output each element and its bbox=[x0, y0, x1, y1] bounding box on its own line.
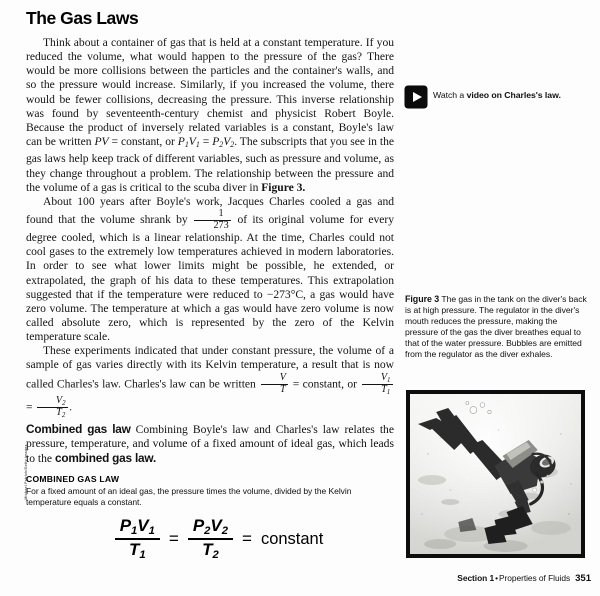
paragraph-charles-law bbox=[26, 344, 394, 419]
fraction-denominator: T1 bbox=[362, 384, 393, 396]
page-title: The Gas Laws bbox=[26, 8, 139, 28]
fraction-denominator: T2 bbox=[37, 407, 68, 419]
runin-heading-combined-gas-law: Combined gas law bbox=[26, 421, 131, 436]
equation-result: constant bbox=[260, 529, 324, 548]
equation-left-numerator: P1V1 bbox=[119, 516, 155, 538]
equation-p1v1: P1V1 bbox=[177, 135, 200, 150]
page-number: 351 bbox=[575, 573, 591, 584]
main-text-column bbox=[26, 8, 394, 466]
photo-credit: Michael Patrick/Getty Images bbox=[24, 444, 28, 500]
figure-reference: Figure 3. bbox=[261, 180, 306, 194]
fraction-one-over-273 bbox=[194, 209, 230, 231]
fraction-v2-over-t2 bbox=[37, 396, 68, 419]
figure-label: Figure 3 bbox=[405, 294, 440, 304]
term-combined-gas-law: combined gas law. bbox=[54, 451, 157, 466]
paragraph-charles-cooling bbox=[26, 195, 394, 344]
figure-caption-text: The gas in the tank on the diver's back is at high pressure. The regulator in the diver's mouth reduces the pressure, making the pressure of the gas the diver breathes equal to that of the water pressure. Bubbles are emitted from the regulator as the diver exhales. bbox=[405, 294, 587, 359]
equation-right-fraction bbox=[188, 517, 233, 561]
p2-text-2: of its original volume for every degree cooled, which is a linear relationship. At the time, Charles could not cool gases to the extremely low temperatures achieved in modern laboratories. In order to see what lower limits might be possible, he extended, or extrapolated, the graph of his data to these temperatures. This extrapolation suggested that if the temperature were reduced to −273°C, a gas would have zero volume. The temperature at which a gas would have zero volume is now called absolute zero, which is represented by the zero of the Kelvin temperature scale. bbox=[26, 213, 394, 344]
video-text-bold: video on Charles's law. bbox=[466, 90, 561, 100]
sidebar bbox=[405, 86, 591, 108]
p1-text-3: = bbox=[199, 135, 213, 149]
equation-p2v2: P2V2 bbox=[212, 135, 235, 150]
equation-left-fraction bbox=[115, 517, 160, 561]
equation-right-numerator: P2V2 bbox=[192, 516, 228, 538]
paragraph-combined-gas-law bbox=[26, 422, 394, 466]
paragraph-boyles-law bbox=[26, 36, 394, 195]
equals-sign-2: = bbox=[242, 529, 252, 549]
equation-pv: PV bbox=[94, 135, 109, 149]
combined-gas-law-box bbox=[26, 474, 394, 562]
p1-text-2: = constant, or bbox=[108, 135, 178, 149]
law-box-title: COMBINED GAS LAW bbox=[26, 474, 120, 484]
fraction-v1-over-t1 bbox=[362, 373, 393, 396]
fraction-denominator: 273 bbox=[194, 220, 230, 232]
p3-text-1: These experiments indicated that under constant pressure, the volume of a sample of gas varies directly with its Kelvin temperature, a result that is now called Charles's law. Charles's law can be written bbox=[26, 344, 394, 391]
p2-text-1: About 100 years after Boyle's work, Jacques Charles cooled a gas and found that the volume shrank by bbox=[26, 194, 394, 226]
p3-text-4: . bbox=[69, 400, 72, 414]
p1-text-4: . The subscripts that you see in the gas laws help keep track of different variables, such as pressure and volume, as they change throughout a problem. The relationship between the pressure and the volume of a gas is critical to the scuba diver in bbox=[26, 135, 394, 194]
fraction-numerator: V1 bbox=[380, 371, 391, 384]
footer-section: Section 1 bbox=[457, 573, 495, 583]
video-callout-text bbox=[433, 86, 561, 101]
equals-sign-1: = bbox=[168, 529, 179, 549]
p3-text-3: = bbox=[26, 400, 36, 414]
fraction-numerator: V2 bbox=[55, 394, 66, 407]
fraction-numerator: V bbox=[279, 372, 286, 384]
figure-caption bbox=[405, 294, 589, 359]
p1-text-1: Think about a container of gas that is held at a constant temperature. If you reduced the volume, what would happen to the pressure of the gas? There would be more collisions between the particles and the container's walls, and so the pressure would increase. Similarly, if you increased the volume, there would be fewer collisions, decreasing the pressure. This inverse relationship was found by seventeenth-century chemist and physicist Robert Boyle. Because the product of inversely related variables is a constant, Boyle's law can be written bbox=[26, 36, 394, 149]
p4-text-1: Combining Boyle's law and Charles's law relates the pressure, temperature, and volume of a fixed amount of ideal gas, which leads to the bbox=[26, 422, 395, 466]
video-text-plain: Watch a bbox=[433, 90, 467, 100]
law-box-description: For a fixed amount of an ideal gas, the pressure times the volume, divided by the Kelvin temperature equals a constant. bbox=[26, 486, 352, 507]
figure-image-container bbox=[406, 390, 585, 558]
play-icon[interactable] bbox=[405, 86, 427, 108]
p3-text-2: = constant, or bbox=[289, 377, 361, 391]
fraction-numerator: 1 bbox=[218, 208, 224, 220]
equation-right-denominator: T2 bbox=[188, 538, 233, 561]
footer-section-title: Properties of Fluids bbox=[498, 573, 571, 583]
fraction-v-over-t bbox=[261, 373, 288, 395]
video-callout[interactable] bbox=[405, 86, 591, 108]
page-footer bbox=[405, 573, 591, 584]
combined-gas-law-equation bbox=[26, 517, 394, 561]
fraction-denominator: T bbox=[261, 384, 288, 396]
footer-separator: • bbox=[495, 573, 498, 583]
equation-left-denominator: T1 bbox=[115, 538, 160, 561]
scuba-diver-photo bbox=[406, 390, 585, 558]
